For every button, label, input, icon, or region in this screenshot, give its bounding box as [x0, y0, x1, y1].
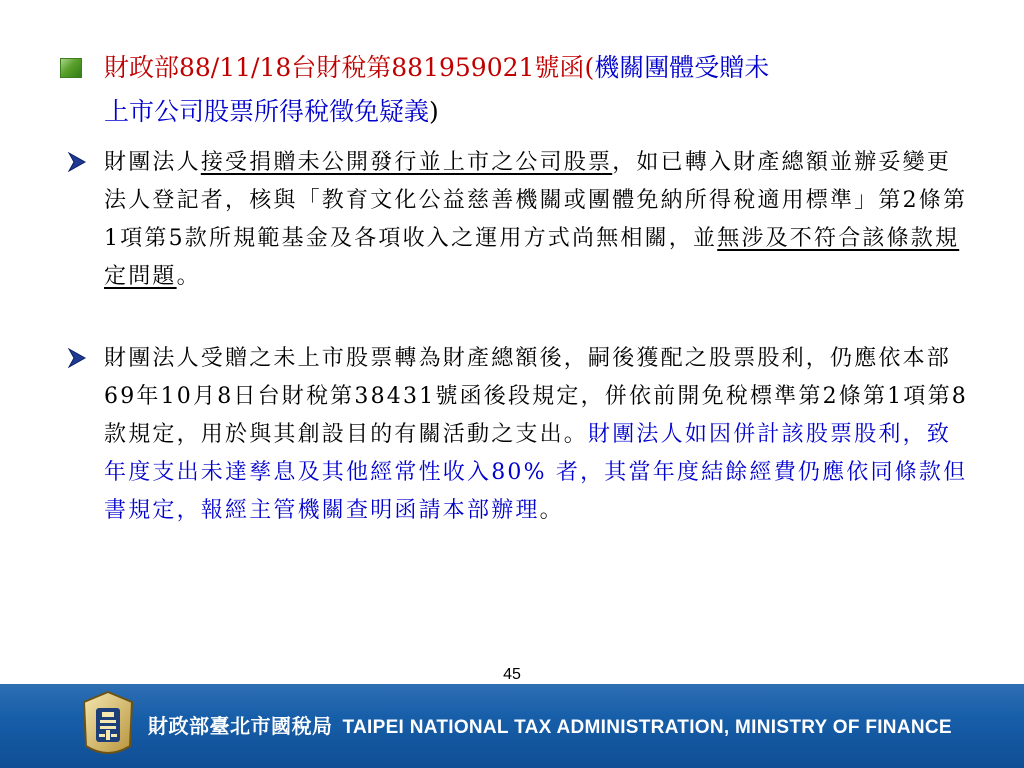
heading-open-paren: ( [584, 53, 595, 82]
bullet-1-text [104, 144, 968, 296]
bullet-2-period: 。 [539, 498, 564, 523]
bullet-paragraph-2 [68, 340, 968, 530]
footer-brand-english: TAIPEI NATIONAL TAX ADMINISTRATION, MINISTRY OF FINANCE [342, 717, 952, 738]
bullet-1-body: ，如已轉入財產總額並辦妥變更法人登記者，核與「教育文化公益慈善機關或團體免納所得稅適用標準」第2條第1項第5款所規範基金及各項收入之運用方式尚無相關，並 [104, 150, 968, 251]
heading-ruling-reference: 財政部88/11/18台財稅第881959021號函 [104, 53, 585, 82]
arrow-bullet-icon [68, 152, 86, 172]
bullet-2-text [104, 340, 968, 530]
slide-heading [60, 46, 960, 134]
footer-brand [148, 710, 952, 739]
bullet-1-underlined-conclusion: 無涉及不符合該條款規定問題 [104, 226, 960, 289]
bullet-1-underlined-phrase: 接受捐贈未公開發行並上市之公司股票 [200, 150, 613, 175]
footer-brand-chinese: 財政部臺北市國稅局 [148, 714, 333, 738]
page-number: 45 [503, 666, 521, 683]
footer-banner [0, 684, 1024, 768]
arrow-bullet-icon [68, 348, 86, 368]
bullet-1-subject: 財團法人 [104, 150, 201, 175]
bullet-paragraph-1 [68, 144, 968, 296]
tax-administration-seal-icon [80, 690, 136, 762]
heading-close-paren: ) [429, 97, 439, 126]
bullet-1-period: 。 [176, 264, 201, 289]
heading-line-1 [104, 46, 960, 90]
green-square-bullet-icon [60, 58, 82, 78]
heading-topic-part-1: 機關團體受贈未 [594, 53, 770, 82]
bullet-2-highlighted-rule: 財團法人如因併計該股票股利，致年度支出未達孳息及其他經常性收入80% 者，其當年度結餘經費仍應依同條款但書規定，報經主管機關查明函請本部辦理 [104, 422, 968, 523]
bullet-2-body: 財團法人受贈之未上市股票轉為財產總額後，嗣後獲配之股票股利，仍應依本部69年10月8日台財稅第38431號函後段規定，併依前開免稅標準第2條第1項第8款規定，用於與其創設目的有關活動之支出。 [104, 346, 968, 447]
heading-line-2 [104, 90, 960, 134]
heading-topic-part-2: 上市公司股票所得稅徵免疑義 [104, 97, 430, 126]
